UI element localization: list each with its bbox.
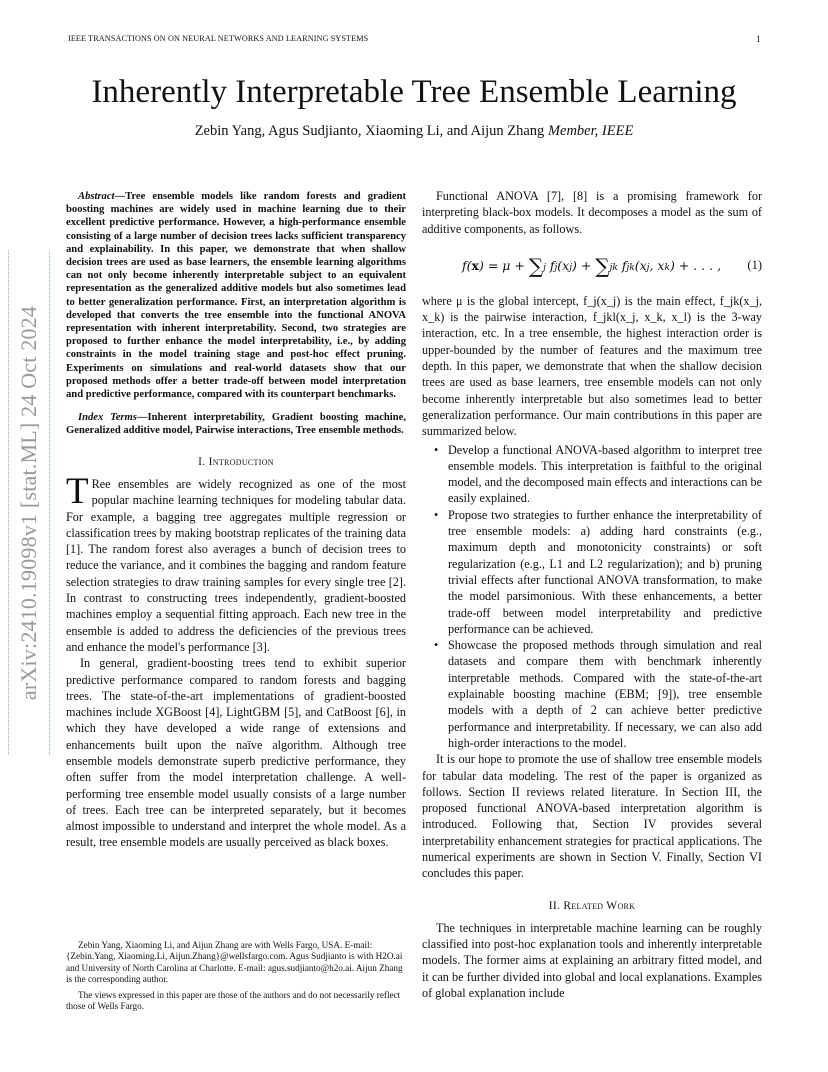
author-affiliation-footnote: Zebin Yang, Xiaoming Li, and Aijun Zhang are with Wells Fargo, USA. E-mail: {Zebin.Yang, Xiaoming.Li, Aijun.Zhang}@wellsfargo.com. Agus Sudjianto is with H2O.ai and University of North Carolina at Charlotte. E-mail: agus.sudjianto@h2o.ai. Aijun Zhang is the corresponding author. <box>66 940 403 985</box>
section-title: Related Work <box>563 899 636 912</box>
right-column <box>422 188 762 1001</box>
list-item: • Develop a functional ANOVA-based algorithm to interpret tree ensemble models. This interpretation is faithful to the original model, and the decomposed main effects and interactions can be easily explained. <box>448 442 762 507</box>
outline-paragraph: It is our hope to promote the use of shallow tree ensemble models for tabular data modeling. The rest of the paper is organized as follows. Section II reviews related literature. In Section III, the proposed functional ANOVA-based interpretation algorithm is introduced. Following that, Section IV provides several interpretability enhancement strategies for practical applications. The numerical experiments are shown in Section V. Finally, Section VI concludes this paper. <box>422 752 762 881</box>
contributions-list <box>422 442 762 752</box>
intro-paragraph-2: In general, gradient-boosting trees tend to exhibit superior predictive performance compared to random forests and bagging trees. The state-of-the-art implementations of gradient-boosted machines include XGBoost [4], LightGBM [5], and CatBoost [6], in which they have developed a wide range of extensions and enhancements built upon the naïve algorithm. Although tree ensemble models demonstrate superb predictive performance, they often suffer from the model interpretation challenge. A well-performing tree ensemble model usually consists of a large number of trees. Each tree can be interpreted separately, but it becomes almost impossible to understand and interpret the whole model. As a result, tree ensemble models are usually perceived as black boxes. <box>66 656 406 850</box>
abstract-text: —Tree ensemble models like random forests and gradient boosting machines are widely used in machine learning due to their excellent predictive performance. However, a high-performance ensemble consisting of a large number of decision trees lacks sufficient transparency and explainability. In this paper, we demonstrate that when shallow decision trees are used as base learners, the ensemble learning algorithms can not only become inherently interpretable subject to an equivalent representation as the generalized additive models but also sometimes lead to better generalization performance. First, an interpretation algorithm is developed that converts the tree ensemble into the functional ANOVA representation with inherent interpretability. Second, two strategies are proposed to further enhance the model interpretability, i.e., by adding constraints in the model training stage and post-hoc effect pruning. Experiments on simulations and real-world datasets show that our proposed methods offer a better trade-off between model interpretation and predictive performance, compared with its counterpart benchmarks. <box>66 191 406 401</box>
intro-paragraph-1-text: Ree ensembles are widely recognized as one of the most popular machine learning techniques for modeling tabular data. For example, a bagging tree aggregates multiple regression or classification trees by making bootstrap replicates of the training data [1]. The random forest also averages a bunch of decision trees to reduce the variance, and it combines the bagging and random feature selection strategies to draw training samples for every single tree [2]. In contrast to constructing trees independently, gradient-boosted machines employ a sequential fitting approach. Each new tree in the ensemble is added to address the deficiencies of the previous trees and enhance the model's performance [3]. <box>66 476 406 654</box>
section-numeral: II. <box>548 899 561 912</box>
arxiv-identifier-stamp[interactable] <box>8 250 50 755</box>
page-number: 1 <box>756 34 761 44</box>
author-line <box>0 123 828 140</box>
index-terms-text: —Inherent interpretability, Gradient boosting machine, Generalized additive model, Pairwise interactions, Tree ensemble methods. <box>66 412 406 437</box>
section-title: Introduction <box>208 455 274 468</box>
anova-paragraph: Functional ANOVA [7], [8] is a promising framework for interpreting black-box models. It decomposes a model as the sum of additive components, as follows. <box>422 189 762 236</box>
equation-number: (1) <box>747 257 762 272</box>
index-terms <box>66 411 406 437</box>
index-terms-label: Index Terms <box>78 412 137 424</box>
left-column <box>66 190 406 851</box>
list-item: • Propose two strategies to further enhance the interpretability of tree ensemble models: a) adding hard constraints (e.g., maximum depth and monotonicity constraints) or soft regularization (e.g., L1 and L2 regularization); and b) pruning trivial effects after functional ANOVA transformation, to make the model parsimonious. With these enhancements, a better trade-off between model interpretability and predictive performance can be achieved. <box>448 507 762 637</box>
intro-paragraph-1 <box>66 470 406 655</box>
arxiv-identifier-text: arXiv:2410.19098v1 [stat.ML] 24 Oct 2024 <box>16 305 42 700</box>
equation-body: f(x) = μ + ∑j fj(xj) + ∑jk fjk(xj, xk) + . . . , <box>462 253 722 278</box>
list-item: • Showcase the proposed methods through simulation and real datasets and compare them with benchmark inherently interpretable methods. Compared with the state-of-the-art explainable boosting machine (EBM; [9]), tree ensemble models with a depth of 2 can achieve better predictive performance and interpretability. If necessary, we can also add high-order interactions to the model. <box>448 637 762 751</box>
related-work-paragraph: The techniques in interpretable machine learning can be roughly classified into post-hoc explanation tools and inherently interpretable models. The former aims at explaining an arbitrary fitted model, and it can be further divided into global and local explanations. Examples of global explanation include <box>422 920 762 1001</box>
disclaimer-footnote: The views expressed in this paper are those of the authors and do not necessarily reflect those of Wells Fargo. <box>66 990 401 1012</box>
section-heading-related-work <box>422 898 762 914</box>
section-numeral: I. <box>198 455 206 468</box>
drop-cap: T <box>66 470 89 512</box>
running-header: IEEE TRANSACTIONS ON ON NEURAL NETWORKS AND LEARNING SYSTEMS <box>68 34 369 43</box>
equation-1 <box>422 245 762 289</box>
where-paragraph: where μ is the global intercept, f_j(x_j) is the main effect, f_jk(x_j, x_k) is the pairwise interaction, f_jkl(x_j, x_k, x_l) is the 3-way interaction, etc. In a tree ensemble, the highest interaction order is upper-bounded by the number of features and the maximum tree depth. In this paper, we demonstrate that when the shallow decision trees are used as base learners, tree ensemble models can not only become inherently interpretable but also sometimes lead to better generalization performance. Our main contributions in this paper are summarized below. <box>422 293 762 439</box>
paper-title: Inherently Interpretable Tree Ensemble Learning <box>91 74 737 110</box>
abstract-label: Abstract <box>78 191 115 202</box>
section-heading-introduction <box>66 454 406 470</box>
author-names: Zebin Yang, Agus Sudjianto, Xiaoming Li, and Aijun Zhang <box>194 123 545 139</box>
abstract <box>66 190 406 401</box>
author-membership: Member, IEEE <box>547 123 634 139</box>
